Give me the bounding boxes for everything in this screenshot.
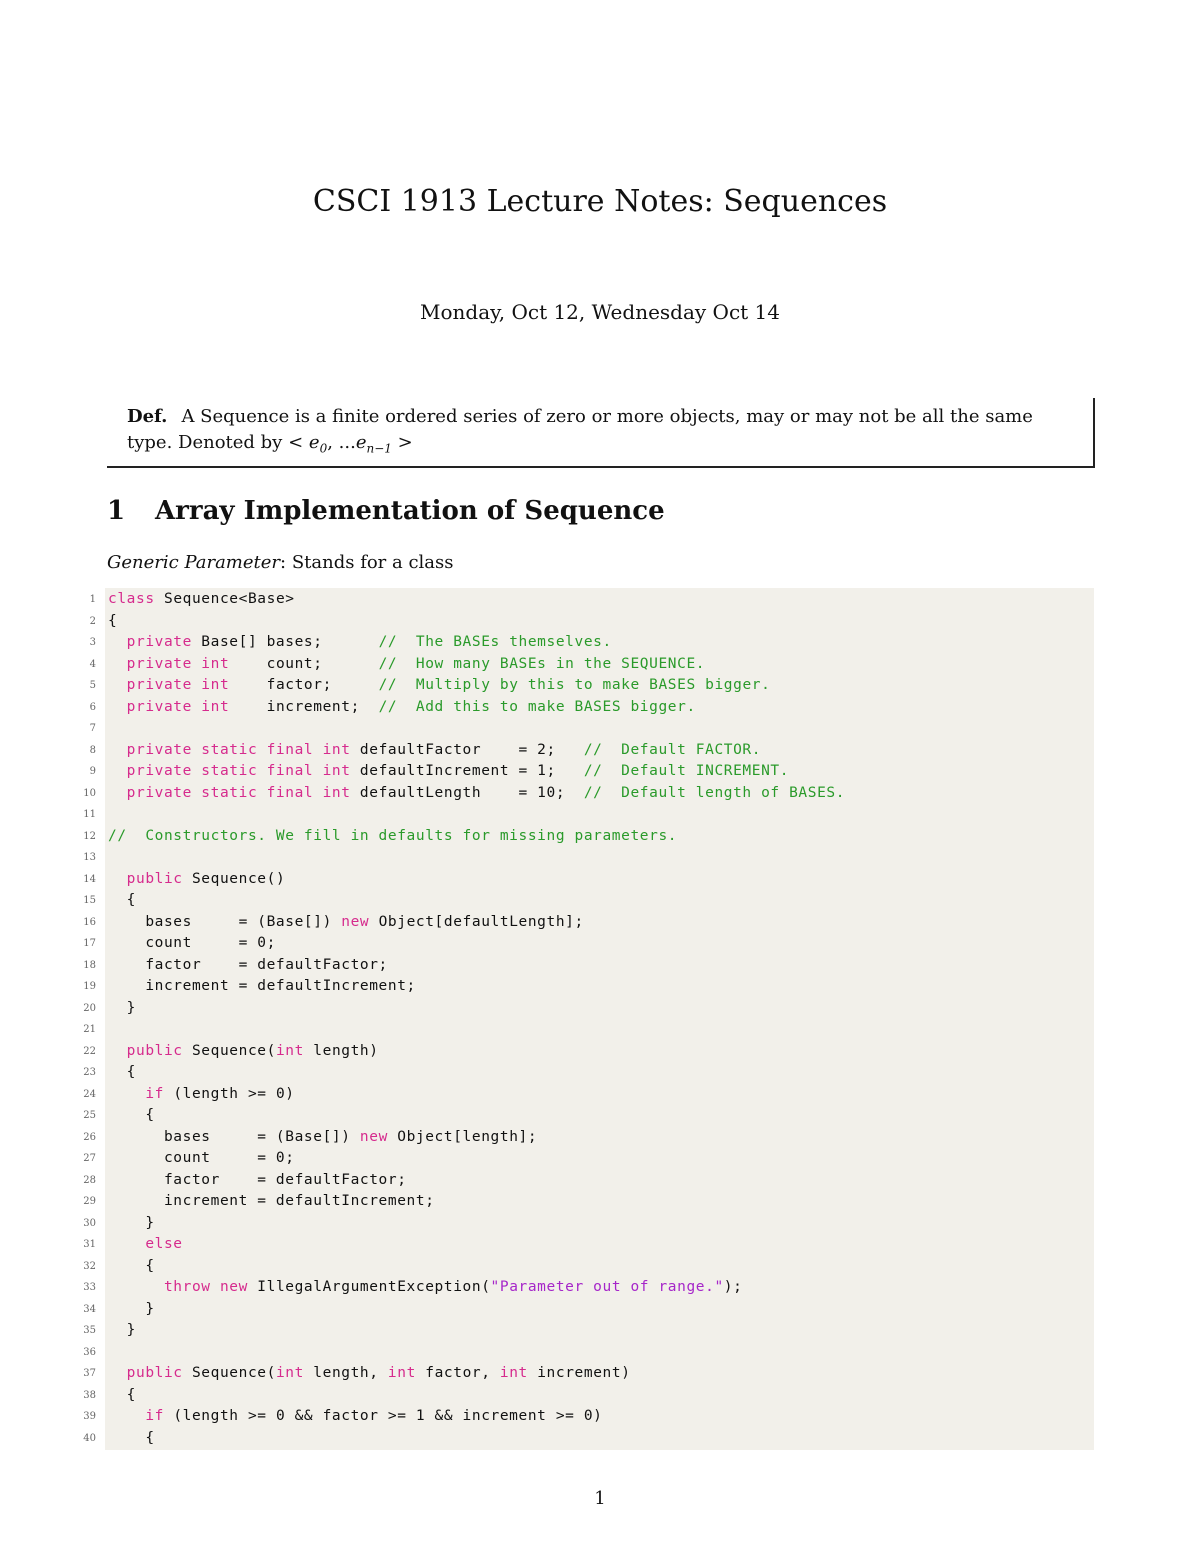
definition-text [127,404,1077,462]
code-text [108,1299,155,1320]
code-token: count; [229,655,379,672]
code-text [108,1127,537,1148]
code-comment: // Default length of BASES. [583,784,846,801]
section-number: 1 [107,496,126,526]
code-keyword: public [108,870,183,887]
line-number: 20 [83,1002,96,1014]
line-number: 7 [89,723,96,734]
line-number: 23 [83,1067,96,1078]
code-text [108,675,770,696]
code-token: } [108,1322,136,1338]
line-number: 32 [83,1260,96,1272]
code-token: { [108,1064,136,1080]
code-text [108,761,789,782]
code-token: Object[length]; [387,1128,538,1145]
line-number: 19 [83,981,96,992]
code-token: (length >= 0) [163,1085,295,1102]
code-token: bases = (Base[]) [108,913,342,930]
code-text [108,1084,295,1105]
code-keyword: private static final int [108,763,351,779]
line-number: 39 [83,1411,96,1422]
definition-line1: A Sequence is a finite ordered series of zero or more objects, may or may not be all the same [181,406,1033,427]
code-token: increment) [527,1365,631,1381]
code-text [108,976,416,997]
notation-mid: , ... [327,432,356,453]
code-comment: // Default INCREMENT. [583,763,790,779]
code-keyword: private int [108,655,230,672]
line-number: 25 [83,1110,96,1121]
code-text [108,1277,742,1298]
code-keyword: int [499,1365,528,1381]
code-keyword: if [108,1408,164,1424]
code-token: defaultLength = 10; [350,784,584,801]
code-token: count = 0; [108,1150,295,1166]
code-token: Sequence<Base> [154,591,295,607]
code-token: count = 0; [108,935,276,951]
line-number: 31 [83,1239,96,1250]
code-token: factor; [229,677,379,693]
code-text [108,1213,155,1234]
code-text [108,998,136,1019]
code-token: defaultIncrement = 1; [350,763,584,779]
line-number: 13 [83,852,96,863]
lecture-date: Monday, Oct 12, Wednesday Oct 14 [419,300,780,324]
line-number: 14 [83,873,96,885]
definition-label: Def. [127,406,168,427]
code-text [108,1148,295,1169]
code-comment: // How many BASEs in the SEQUENCE. [378,655,706,672]
code-text [108,654,705,675]
code-token: ); [723,1279,743,1295]
code-token: increment = defaultIncrement; [108,978,416,994]
notation-e0: $e_0$ [308,432,328,456]
code-text [108,697,696,718]
line-number: 30 [83,1217,96,1229]
code-keyword: int [387,1365,416,1381]
code-comment: // Constructors. We fill in defaults for missing parameters. [108,827,678,844]
notation-en: $e_{n-1}$ [355,432,392,456]
code-token: increment; [229,698,379,715]
code-token: Base[] bases; [191,634,379,650]
section-title: Array Implementation of Sequence [155,496,665,526]
line-number: 15 [83,895,96,906]
line-number: 11 [83,809,96,820]
code-token: IllegalArgumentException( [247,1279,491,1295]
code-keyword: int [275,1365,304,1381]
code-text [108,632,612,653]
page-number: 1 [594,1488,606,1509]
code-text [108,1062,136,1083]
code-text [108,1234,183,1255]
code-text [108,783,845,804]
line-number: 28 [83,1174,96,1186]
code-keyword: new [341,913,370,930]
code-text [108,912,584,933]
code-token: increment = defaultIncrement; [108,1193,435,1209]
line-number: 5 [89,680,96,691]
code-comment: // Default FACTOR. [583,741,762,758]
code-token: length, [303,1365,388,1381]
line-number: 21 [83,1024,96,1035]
code-text [108,1105,155,1126]
code-keyword: new [359,1128,388,1145]
code-token: bases = (Base[]) [108,1128,360,1145]
line-number: 3 [89,637,96,648]
code-keyword: class [108,591,155,607]
code-comment: // Multiply by this to make BASES bigger. [378,677,771,693]
line-number: 29 [83,1196,96,1207]
code-string: "Parameter out of range." [490,1279,724,1295]
code-token: factor, [415,1365,500,1381]
code-token: defaultFactor = 2; [350,741,584,758]
code-comment: // Add this to make BASES bigger. [378,698,696,715]
line-number: 37 [83,1368,96,1379]
code-token: } [108,1300,155,1317]
code-keyword: public [108,1365,183,1381]
code-token: Object[defaultLength]; [369,913,584,930]
code-token: factor = defaultFactor; [108,1171,407,1188]
line-number: 16 [83,916,96,928]
line-number: 9 [89,766,96,777]
code-token: { [108,1257,155,1274]
document-title: CSCI 1913 Lecture Notes: Sequences [312,184,888,219]
code-text [108,1406,602,1427]
line-number: 8 [89,744,96,756]
line-number: 6 [89,701,96,713]
code-text [108,589,295,610]
notation-open: < [288,432,304,453]
code-text [108,1170,407,1191]
code-token: factor = defaultFactor; [108,956,388,973]
code-token: { [108,892,136,908]
line-number: 22 [83,1045,96,1057]
code-text [108,1191,435,1212]
code-token: { [108,612,118,629]
line-number: 17 [83,938,96,949]
code-token: } [108,1214,155,1231]
code-token: } [108,999,136,1016]
line-number: 40 [83,1432,96,1444]
code-text [108,955,388,976]
code-comment: // The BASEs themselves. [378,634,612,650]
code-keyword: private int [108,698,230,715]
code-text [108,890,136,911]
code-token: Sequence( [182,1365,276,1381]
code-keyword: private static final int [108,741,351,758]
code-token: Sequence() [182,870,286,887]
code-token: { [108,1386,136,1403]
code-text [108,869,285,890]
line-number: 4 [89,658,96,670]
code-text [108,1428,155,1449]
generic-parameter-note [107,552,454,573]
code-keyword: int [275,1042,304,1059]
definition-line2: type. Denoted by [127,432,283,453]
section-heading [107,496,665,526]
line-number: 12 [83,830,96,842]
code-listing [83,588,1094,1450]
code-text [108,826,677,847]
code-keyword: private static final int [108,784,351,801]
line-number: 33 [83,1282,96,1293]
line-number: 26 [83,1131,96,1143]
line-number: 27 [83,1153,96,1164]
line-number: 38 [83,1389,96,1401]
line-number: 34 [83,1303,96,1315]
code-token: { [108,1429,155,1446]
definition-box [107,398,1095,468]
code-token: (length >= 0 && factor >= 1 && increment >= 0) [163,1408,603,1424]
code-text [108,1256,155,1277]
code-text [108,740,761,761]
code-keyword: private [108,634,192,650]
code-keyword: else [108,1236,183,1252]
code-text [108,1363,631,1384]
code-token: { [108,1107,155,1123]
line-number: 10 [83,787,96,799]
code-text [108,1320,136,1341]
code-text [108,611,117,632]
notation-close: > [397,432,413,453]
line-number: 36 [83,1346,96,1358]
code-token: length) [303,1042,379,1059]
line-number: 35 [83,1325,96,1336]
generic-parameter-label: Generic Parameter [107,552,281,573]
code-keyword: throw new [108,1279,248,1295]
code-keyword: private int [108,677,230,693]
line-number: 2 [89,615,96,627]
code-token: Sequence( [182,1042,276,1059]
line-number: 1 [89,594,96,605]
code-keyword: public [108,1042,183,1059]
code-text [108,1385,136,1406]
line-number: 24 [83,1088,96,1100]
code-text [108,933,276,954]
generic-parameter-text: : Stands for a class [280,552,454,573]
code-text [108,1041,379,1062]
line-number: 18 [83,959,96,971]
code-keyword: if [108,1085,164,1102]
